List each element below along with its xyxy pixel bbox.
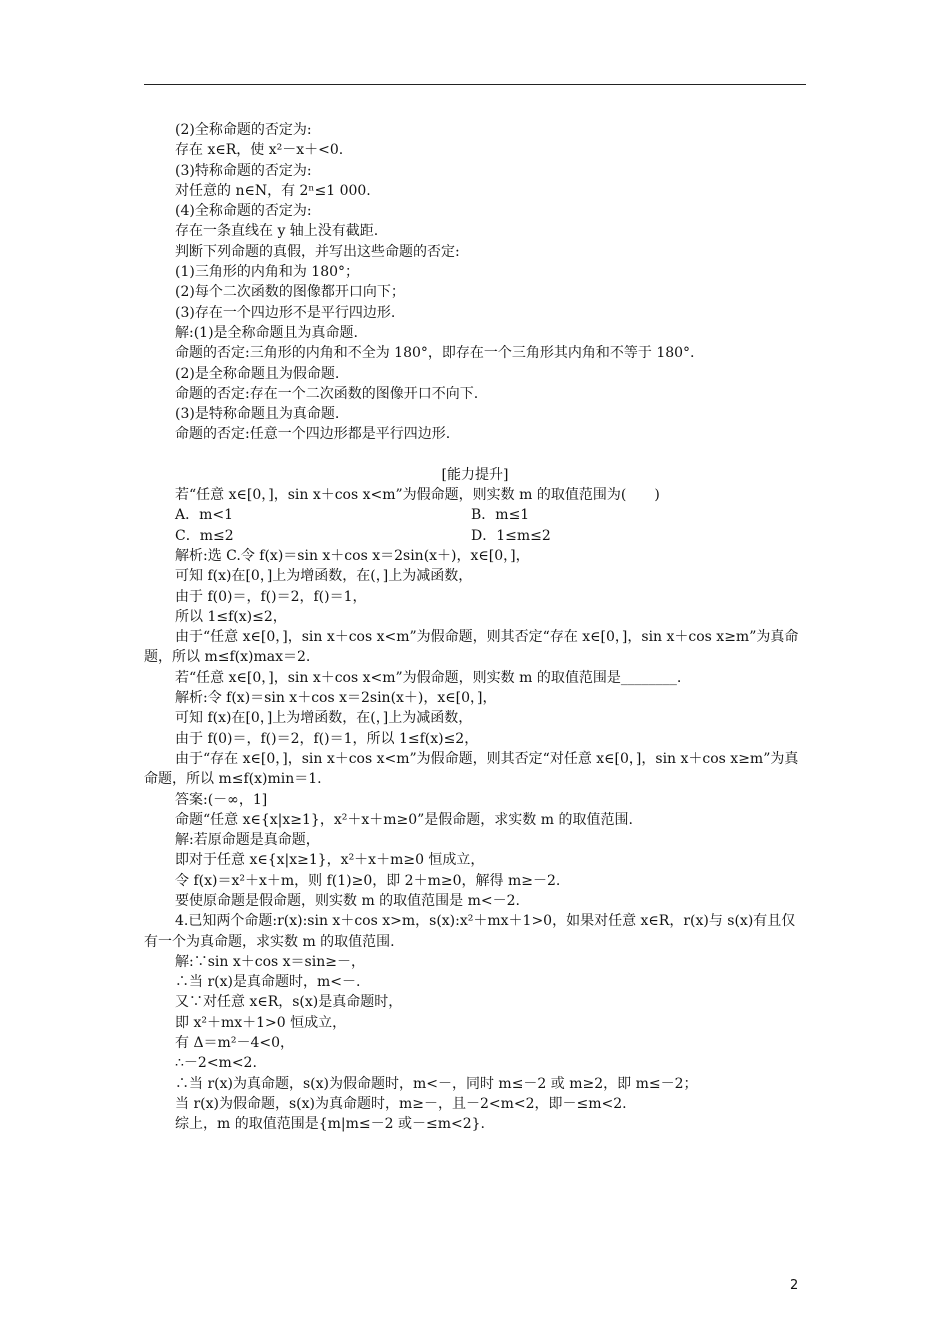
option-row	[144, 526, 806, 546]
text-line: 解析:令 f(x)＝sin x＋cos x＝2sin(x＋)，x∈[0，]，	[175, 690, 497, 707]
text-line: (4)全称命题的否定为:	[175, 203, 312, 220]
spacer	[144, 445, 806, 465]
text-line: 存在一条直线在 y 轴上没有截距.	[175, 223, 379, 240]
text-line: ∴当 r(x)是真命题时，m<－.	[175, 974, 361, 991]
text-line: 可知 f(x)在[0，]上为增函数，在(，]上为减函数，	[175, 568, 473, 585]
text-line: 所以 1≤f(x)≤2，	[175, 608, 287, 625]
text-line: (1)三角形的内角和为 180°；	[175, 264, 360, 281]
header-rule	[144, 84, 806, 85]
text-line: 答案:(－∞，1]	[175, 791, 268, 808]
text-line: 即 x²＋mx＋1>0 恒成立，	[175, 1014, 347, 1031]
text-line: 有 Δ＝m²－4<0，	[175, 1035, 294, 1052]
text-line: 命题“任意 x∈{x|x≥1}，x²＋x＋m≥0”是假命题，求实数 m 的取值范围.	[175, 811, 633, 828]
text-line: 判断下列命题的真假，并写出这些命题的否定:	[175, 243, 460, 260]
text-line: (2)全称命题的否定为:	[175, 122, 312, 138]
text-line: 解:(1)是全称命题且为真命题.	[175, 324, 358, 341]
text-line: (3)是特称命题且为真命题.	[175, 406, 340, 423]
text-line: (2)每个二次函数的图像都开口向下；	[175, 284, 405, 301]
text-line: 解析:选 C.令 f(x)＝sin x＋cos x＝2sin(x＋)，x∈[0，]，	[175, 547, 530, 564]
text-line: 由于 f(0)＝，f()＝2，f()＝1，	[175, 588, 367, 605]
text-line: 由于“存在 x∈[0，]，sin x＋cos x<m”为假命题，则其否定“对任意 x∈[0，]，sin x＋cos x≥m”为真命题，所以 m≤f(x)min＝1.	[144, 750, 799, 788]
text-line: 解:∵sin x＋cos x＝sin≥－，	[175, 953, 365, 970]
text-line: 当 r(x)为假命题，s(x)为真命题时，m≥－，且－2<m<2，即－≤m<2.	[175, 1095, 627, 1112]
option-row	[144, 505, 806, 525]
text-line: 命题的否定:存在一个二次函数的图像开口不向下.	[175, 385, 479, 402]
text-line: 可知 f(x)在[0，]上为增函数，在(，]上为减函数，	[175, 710, 473, 727]
text-line: (3)特称命题的否定为:	[175, 162, 312, 179]
text-line: 若“任意 x∈[0，]，sin x＋cos x<m”为假命题，则实数 m 的取值范围是________.	[175, 669, 682, 686]
text-line: 又∵对任意 x∈R，s(x)是真命题时，	[175, 994, 403, 1011]
text-line: 存在 x∈R，使 x²－x＋<0.	[175, 142, 344, 159]
text-line: (2)是全称命题且为假命题.	[175, 365, 340, 382]
text-line: 对任意的 n∈N，有 2ⁿ≤1 000.	[175, 182, 371, 199]
text-line: 解:若原命题是真命题，	[175, 832, 320, 849]
text-line: 令 f(x)＝x²＋x＋m，则 f(1)≥0，即 2＋m≥0，解得 m≥－2.	[175, 872, 561, 889]
text-line: 即对于任意 x∈{x|x≥1}，x²＋x＋m≥0 恒成立，	[175, 852, 485, 869]
text-line: 综上，m 的取值范围是{m|m≤－2 或－≤m<2}.	[175, 1116, 485, 1133]
text-line: 要使原命题是假命题，则实数 m 的取值范围是 m<－2.	[175, 892, 520, 909]
option-d: D．1≤m≤2	[471, 527, 551, 544]
option-b: B．m≤1	[471, 507, 530, 524]
section-title: [能力提升]	[441, 466, 509, 483]
page-number: 2	[790, 1278, 799, 1293]
option-a: A．m<1	[175, 507, 234, 524]
page-content	[144, 120, 806, 1135]
text-line: 由于“任意 x∈[0，]，sin x＋cos x<m”为假命题，则其否定“存在 x∈[0，]，sin x＋cos x≥m”为真命题，所以 m≤f(x)max＝2.	[144, 629, 799, 666]
text-line: 命题的否定:任意一个四边形都是平行四边形.	[175, 426, 451, 443]
text-line: 由于 f(0)＝，f()＝2，f()＝1，所以 1≤f(x)≤2，	[175, 730, 479, 747]
text-line: (3)存在一个四边形不是平行四边形.	[175, 304, 396, 321]
text-line: ∴－2<m<2.	[175, 1055, 257, 1072]
option-c: C．m≤2	[175, 527, 234, 544]
text-line: 4.已知两个命题:r(x):sin x＋cos x>m，s(x):x²＋mx＋1>0，如果对任意 x∈R，r(x)与 s(x)有且仅有一个为真命题，求实数 m 的取值范围.	[144, 913, 796, 950]
question-stem: 若“任意 x∈[0，]，sin x＋cos x<m”为假命题，则实数 m 的取值范围为( )	[175, 487, 660, 504]
text-line: ∴当 r(x)为真命题，s(x)为假命题时，m<－，同时 m≤－2 或 m≥2，即 m≤－2；	[175, 1075, 698, 1092]
text-line: 命题的否定:三角形的内角和不全为 180°，即存在一个三角形其内角和不等于 180°.	[175, 345, 695, 362]
